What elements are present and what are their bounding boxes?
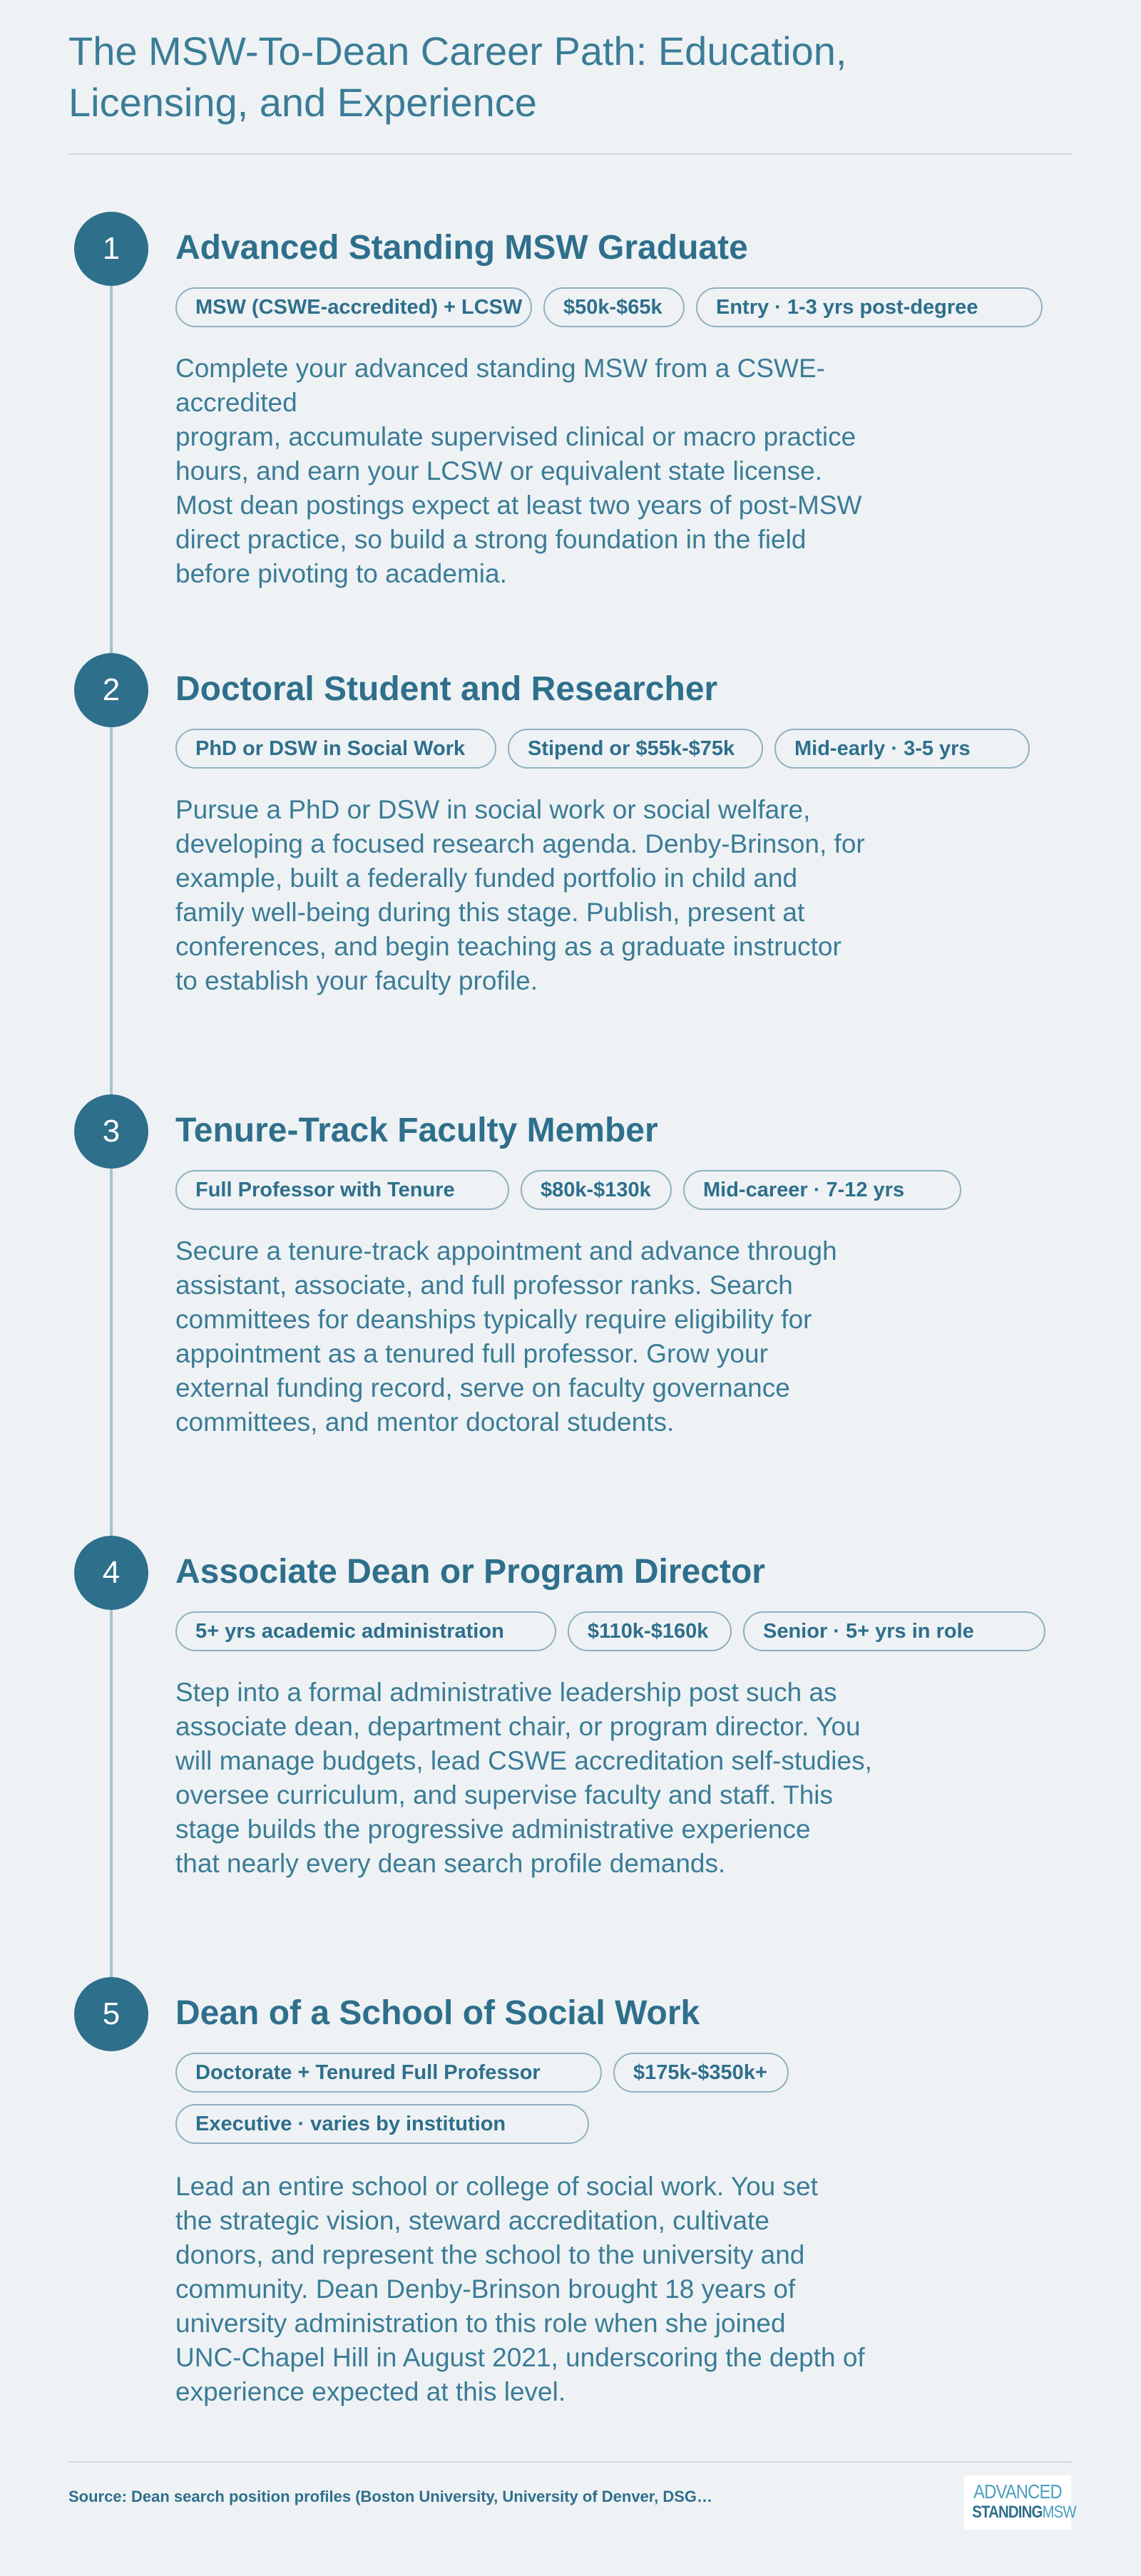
description-line: family well-being during this stage. Publish, present at <box>175 898 805 927</box>
step-description <box>175 1234 896 1440</box>
description-line: Lead an entire school or college of social work. You set <box>175 2172 818 2201</box>
description-line: program, accumulate supervised clinical or macro practice <box>175 422 856 451</box>
credential-chip: PhD or DSW in Social Work <box>175 729 496 769</box>
description-line: before pivoting to academia. <box>175 559 507 588</box>
salary-chip: $80k-$130k <box>521 1170 672 1210</box>
description-line: the strategic vision, steward accreditation, cultivate <box>175 2206 769 2235</box>
step-chips <box>175 1611 1053 1651</box>
step-number-badge: 1 <box>74 212 148 286</box>
step-title: Advanced Standing MSW Graduate <box>175 229 748 267</box>
step-number-badge: 2 <box>74 653 148 727</box>
stage-chip: Mid-early · 3-5 yrs <box>774 729 1030 769</box>
step-description <box>175 351 896 591</box>
logo-line-2 <box>972 2503 1076 2523</box>
stage-chip: Mid-career · 7-12 yrs <box>683 1170 961 1210</box>
step-number-badge: 3 <box>74 1094 148 1169</box>
description-line: donors, and represent the school to the university and <box>175 2240 805 2269</box>
logo-word-msw: MSW <box>1042 2503 1076 2522</box>
stage-chip: Executive · varies by institution <box>175 2104 589 2144</box>
description-line: external funding record, serve on faculty governance <box>175 1373 790 1402</box>
step-chips <box>175 729 1053 769</box>
stage-chip: Entry · 1-3 yrs post-degree <box>696 287 1043 327</box>
step-description <box>175 1676 896 1881</box>
description-line: university administration to this role when she joined <box>175 2309 786 2338</box>
source-note: Source: Dean search position profiles (Boston University, University of Denver, DSG… <box>68 2488 713 2505</box>
description-line: conferences, and begin teaching as a graduate instructor <box>175 932 841 961</box>
step-title: Tenure-Track Faculty Member <box>175 1112 658 1149</box>
credential-chip: Full Professor with Tenure <box>175 1170 509 1210</box>
page-title-line-1: The MSW-To-Dean Career Path: Education, <box>68 29 847 73</box>
salary-chip: $175k-$350k+ <box>613 2053 789 2093</box>
header-divider <box>68 153 1073 155</box>
credential-chip: 5+ yrs academic administration <box>175 1611 556 1651</box>
step-number-badge: 5 <box>74 1977 148 2051</box>
description-line: appointment as a tenured full professor. Grow your <box>175 1339 768 1368</box>
logo-word-standing: STANDING <box>972 2503 1043 2522</box>
step-description <box>175 793 896 998</box>
description-line: community. Dean Denby-Brinson brought 18 years of <box>175 2274 796 2304</box>
description-line: committees, and mentor doctoral students. <box>175 1407 675 1437</box>
description-line: stage builds the progressive administrative experience <box>175 1815 811 1844</box>
description-line: that nearly every dean search profile demands. <box>175 1849 726 1878</box>
footer-divider <box>68 2461 1073 2463</box>
description-line: oversee curriculum, and supervise faculty and staff. This <box>175 1780 834 1810</box>
credential-chip: Doctorate + Tenured Full Professor <box>175 2053 602 2093</box>
salary-chip: $110k-$160k <box>568 1611 732 1651</box>
description-line: hours, and earn your LCSW or equivalent state license. <box>175 456 822 486</box>
description-line: experience expected at this level. <box>175 2377 566 2406</box>
description-line: assistant, associate, and full professor ranks. Search <box>175 1271 793 1300</box>
description-line: Pursue a PhD or DSW in social work or social welfare, <box>175 795 811 824</box>
description-line: to establish your faculty profile. <box>175 966 538 995</box>
step-title: Doctoral Student and Researcher <box>175 670 718 708</box>
salary-chip: $50k-$65k <box>543 287 685 327</box>
page-title-line-2: Licensing, and Experience <box>68 80 537 125</box>
step-title: Dean of a School of Social Work <box>175 1994 700 2032</box>
page-title <box>68 26 996 128</box>
step-chips <box>175 1170 1053 1210</box>
credential-chip: MSW (CSWE-accredited) + LCSW <box>175 287 532 327</box>
description-line: developing a focused research agenda. Denby-Brinson, for <box>175 829 865 858</box>
description-line: committees for deanships typically require eligibility for <box>175 1305 812 1334</box>
description-line: Secure a tenure-track appointment and advance through <box>175 1236 837 1266</box>
step-chips <box>175 287 1053 327</box>
salary-chip: Stipend or $55k-$75k <box>508 729 763 769</box>
description-line: Step into a formal administrative leadership post such as <box>175 1678 837 1707</box>
description-line: associate dean, department chair, or program director. You <box>175 1712 861 1741</box>
stage-chip: Senior · 5+ yrs in role <box>743 1611 1045 1651</box>
description-line: Most dean postings expect at least two years of post-MSW <box>175 491 862 520</box>
description-line: UNC-Chapel Hill in August 2021, underscoring the depth of <box>175 2343 865 2372</box>
step-chips <box>175 2053 817 2144</box>
description-line: will manage budgets, lead CSWE accreditation self-studies, <box>175 1746 872 1775</box>
description-line: direct practice, so build a strong foundation in the field <box>175 525 807 554</box>
step-number-badge: 4 <box>74 1536 148 1610</box>
step-description <box>175 2170 896 2409</box>
description-line: example, built a federally funded portfolio in child and <box>175 863 798 893</box>
description-line: Complete your advanced standing MSW from a CSWE-accredited <box>175 354 825 417</box>
logo-line-1: ADVANCED <box>973 2480 1062 2503</box>
step-title: Associate Dean or Program Director <box>175 1553 765 1591</box>
advanced-standing-msw-logo[interactable] <box>964 2475 1076 2530</box>
